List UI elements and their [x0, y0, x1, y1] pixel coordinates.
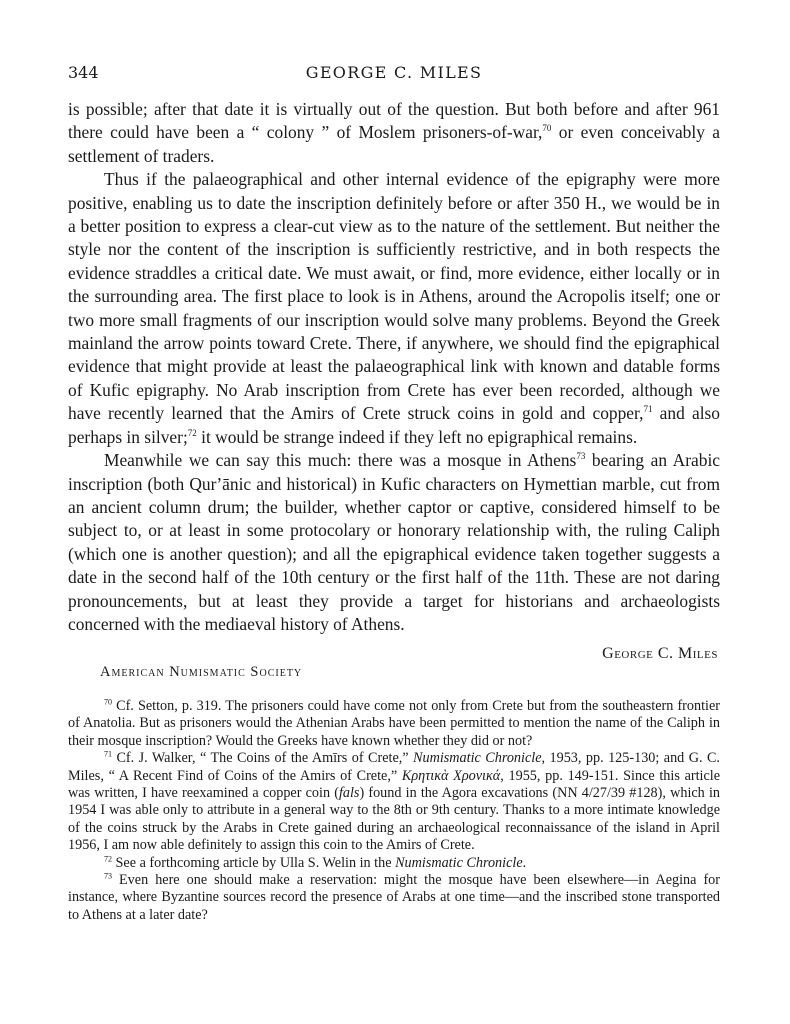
footnote-ref-73[interactable]: 73 [576, 451, 586, 462]
body-paragraph: Thus if the palaeographical and other internal evidence of the epigraphy were more positive, enabling us to date the inscription definitely before or after 350 H., we would be in a better position to express a clear-cut view as to the nature of the settlement. But neither the style nor the content of the inscription is sufficiently restrictive, and in both respects the evidence straddles a critical date. We must await, or find, more evidence, either locally or in the surrounding area. The first place to look is in Athens, around the Acropolis itself; one or two more small fragments of our inscription would solve many problems. Beyond the Greek mainland the arrow points toward Crete. There, if anywhere, we should find the epigraphical evidence that might provide at least the palaeographical link with known and datable forms of Kufic epigraphy. No Arab inscription from Crete has ever been recorded, although we have recently learned that the Amirs of Crete struck coins in gold and copper,$^{71}$ and also perhaps in silver;$^{72}$ it would be strange indeed if they left no epigraphical remains. [68, 169, 720, 447]
body-paragraph: is possible; after that date it is virtually out of the question. But both before and after 961 there could have been a “ colony ” of Moslem prisoners-of-war,$^{70}$ or even conceivably a settlement of traders. [68, 99, 720, 166]
footnotes [68, 698, 720, 924]
author-affiliation: American Numismatic Society [100, 664, 303, 680]
footnote-ref-70[interactable]: 70 [542, 123, 552, 134]
footnote-71: $^{71}$ Cf. J. Walker, “ The Coins of the Amīrs of Crete,” Numismatic Chronicle, 1953, pp. 125-130; and G. C. Miles, “ A Recent Find of Coins of the Amirs of Crete,” Κρητικὰ Χρονικά, 1955, pp. 149-151. Since this article was written, I have reexamined a copper coin (fals) found in the Agora excavations (NN 4/27/39 #128), which in 1954 I was able only to attribute in a general way to the 8th or 9th century. Thanks to a more intimate knowledge of the coins struck by the Arabs in Crete gained during an archaeological reconnaissance of the island in April 1956, I am now able definitely to assign this coin to the Amirs of Crete. [68, 749, 721, 854]
running-head: GEORGE C. MILES [305, 63, 483, 82]
article-body [68, 98, 720, 636]
page-header [68, 63, 720, 91]
body-paragraph: Meanwhile we can say this much: there was a mosque in Athens$^{73}$ bearing an Arabic inscription (both Qurʼānic and historical) in Kufic characters on Hymettian marble, cut from an ancient column drum; the builder, whether captor or captive, considered himself to be subject to, or at least in some protocolary or honorary relationship with, the ruling Caliph (which one is another question); and all the epigraphical evidence taken together suggests a date in the second half of the 10th century or the first half of the 11th. These are not daring pronouncements, but at least they provide a target for historians and archaeologists concerned with the mediaeval history of Athens. [68, 450, 720, 634]
footnote-70: $^{70}$ Cf. Setton, p. 319. The prisoners could have come not only from Crete but from the southeastern frontier of Anatolia. But as prisoners would the Athenian Arabs have been permitted to mention the name of the Caliph in their mosque inscription? Would the Greeks have known whether they did or not? [68, 697, 720, 749]
footnote-ref-71[interactable]: 71 [643, 404, 653, 415]
footnote-73: $^{73}$ Even here one should make a reservation: might the mosque have been elsewhere—in Aegina for instance, where Byzantine sources record the presence of Arabs at one time—and the inscribed stone transported to Athens at a later date? [68, 871, 720, 923]
author-signature: George C. Miles [602, 645, 718, 662]
page-number: 344 [68, 63, 99, 82]
footnote-ref-72[interactable]: 72 [187, 427, 197, 438]
footnote-72: $^{72}$ See a forthcoming article by Ulla S. Welin in the Numismatic Chronicle. [104, 853, 527, 871]
